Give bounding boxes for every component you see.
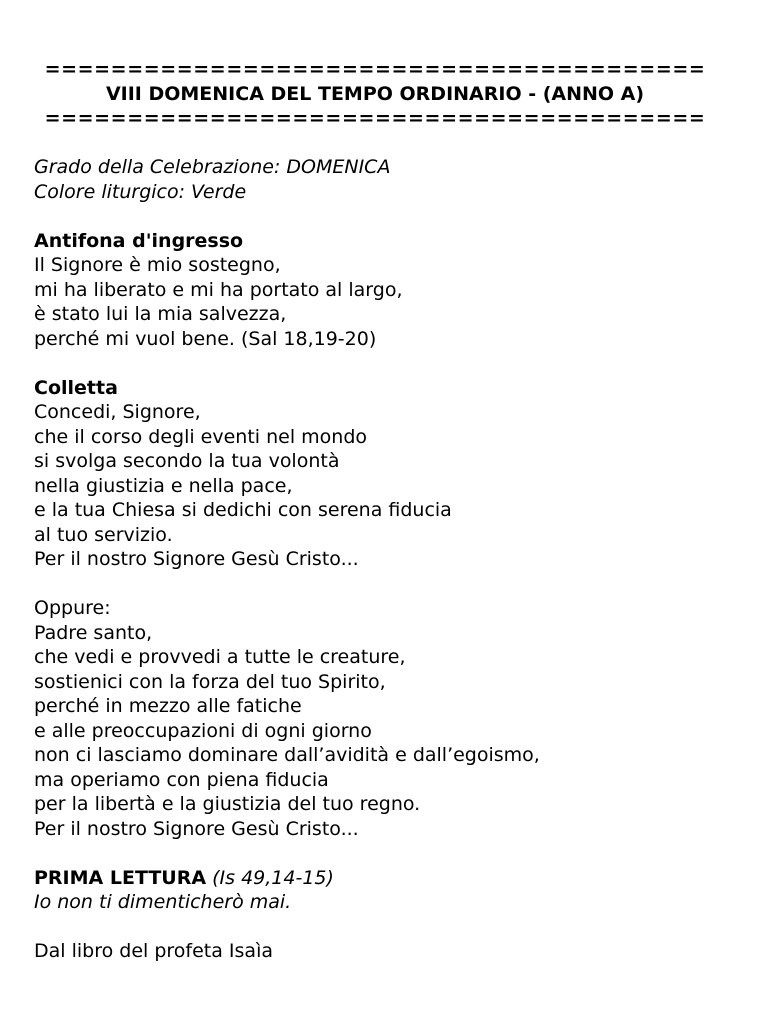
prima-lettura-section [34, 866, 734, 964]
spacer [34, 572, 734, 597]
antifona-line: mi ha liberato e mi ha portato al largo, [34, 278, 403, 301]
prima-lettura-heading: PRIMA LETTURA [34, 866, 207, 889]
colletta-line: al tuo servizio. [34, 523, 173, 546]
oppure-line: Padre santo, [34, 621, 153, 644]
prima-lettura-intro: Dal libro del profeta Isaìa [34, 940, 273, 962]
prima-lettura-heading-line [34, 866, 734, 891]
spacer [34, 841, 734, 866]
antifona-line: è stato lui la mia salvezza, [34, 303, 287, 325]
colletta-line: Per il nostro Signore Gesù Cristo... [34, 548, 359, 570]
colletta-line: nella giustizia e nella pace, [34, 474, 293, 497]
colletta-line: che il corso degli eventi nel mondo [34, 425, 368, 448]
spacer [34, 131, 734, 156]
oppure-section [34, 596, 734, 841]
spacer [34, 204, 734, 229]
spacer [34, 915, 734, 940]
page-title: VIII DOMENICA DEL TEMPO ORDINARIO - (ANNO A) [105, 82, 645, 105]
oppure-line: per la libertà e la giustizia del tuo regno. [34, 793, 421, 815]
document-page [34, 57, 734, 964]
oppure-line: Per il nostro Signore Gesù Cristo... [34, 817, 359, 840]
antifona-line: perché mi vuol bene. (Sal 18,19-20) [34, 327, 377, 350]
prima-lettura-subtitle: Io non ti dimenticherò mai. [34, 891, 292, 913]
antifona-heading: Antifona d'ingresso [34, 229, 244, 252]
oppure-line: e alle preoccupazioni di ogni giorno [34, 719, 372, 742]
spacer [34, 351, 734, 376]
rule-top: ======================================== [44, 58, 706, 80]
oppure-line: sostienici con la forza del tuo Spirito, [34, 670, 386, 693]
oppure-line: non ci lasciamo dominare dall’avidità e dall’egoismo, [34, 744, 540, 766]
oppure-line: Oppure: [34, 597, 111, 619]
colore-liturgico: Colore liturgico: Verde [34, 180, 247, 203]
antifona-section [34, 229, 734, 352]
oppure-line: che vedi e provvedi a tutte le creature, [34, 646, 406, 668]
colletta-line: e la tua Chiesa si dedichi con serena fiducia [34, 499, 452, 521]
grado-celebrazione: Grado della Celebrazione: DOMENICA [34, 156, 391, 178]
rule-bottom: ======================================== [44, 107, 706, 129]
oppure-line: ma operiamo con piena fiducia [34, 768, 329, 791]
antifona-line: Il Signore è mio sostegno, [34, 254, 281, 276]
colletta-line: si svolga secondo la tua volontà [34, 450, 340, 472]
colletta-line: Concedi, Signore, [34, 401, 201, 423]
oppure-line: perché in mezzo alle fatiche [34, 695, 302, 717]
colletta-heading: Colletta [34, 376, 118, 399]
prima-lettura-reference: (Is 49,14-15) [212, 866, 334, 889]
colletta-section [34, 376, 734, 572]
